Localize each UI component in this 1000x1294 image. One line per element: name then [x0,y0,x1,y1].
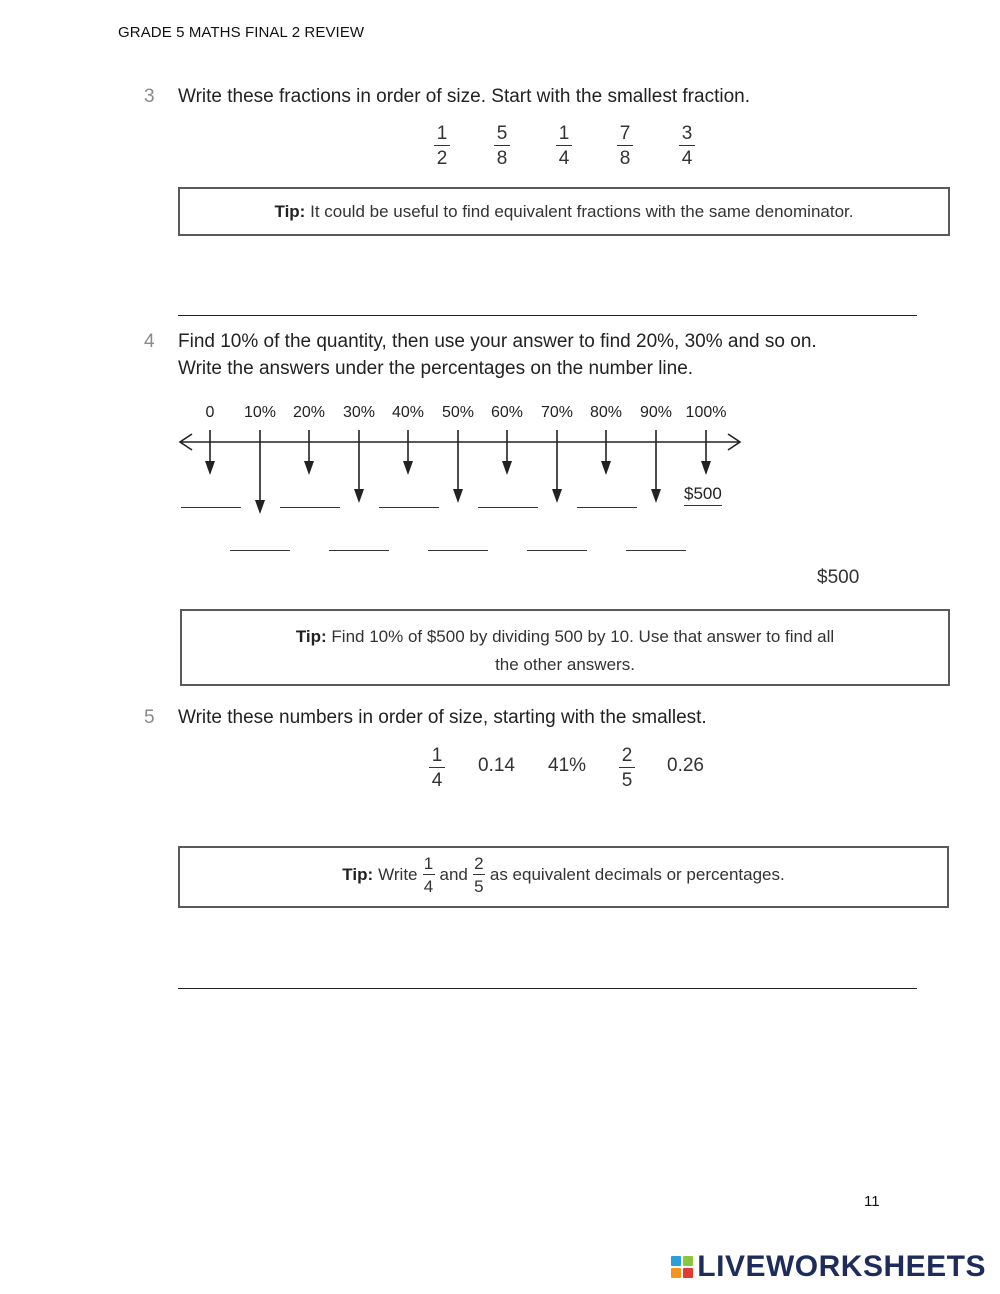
answer-blank-10[interactable] [230,550,290,551]
denominator: 5 [621,770,633,791]
arrow-head-40 [403,461,413,475]
logo-mark-icon [671,1256,693,1278]
question-4-line-2: Write the answers under the percentages on the number line. [178,358,694,379]
answer-blank-30[interactable] [329,550,389,551]
nl-label-30: 30% [342,404,376,421]
q5-decimal-1: 0.14 [478,755,515,776]
logo-text: LIVEWORKSHEETS [697,1250,986,1283]
tip-and: and [439,865,468,884]
answer-blank-50[interactable] [428,550,488,551]
denominator: 4 [558,148,570,169]
tip-fraction-2 [473,855,485,895]
q4-tip-box [180,609,950,686]
denominator: 5 [474,877,484,896]
numerator: 1 [431,745,443,766]
denominator: 4 [681,148,693,169]
numerator: 2 [474,854,484,873]
question-5-number: 5 [144,707,155,728]
denominator: 2 [436,148,448,169]
arrow-head-10 [255,500,265,514]
question-3-text: Write these fractions in order of size. Start with the smallest fraction. [178,86,750,107]
question-3-number: 3 [144,86,155,107]
quantity-label: $500 [817,567,860,588]
answer-blank-70[interactable] [527,550,587,551]
q5-fraction-1 [429,746,445,790]
numerator: 1 [436,123,448,144]
denominator: 8 [496,148,508,169]
answer-blank-40[interactable] [379,507,439,508]
numerator: 1 [558,123,570,144]
answer-blank-90[interactable] [626,550,686,551]
q5-tip-box [178,846,949,908]
q5-fraction-2 [619,746,635,790]
answer-blank-80[interactable] [577,507,637,508]
q5-decimal-2: 0.26 [667,755,704,776]
tip-text: It could be useful to find equivalent fractions with the same denominator. [310,202,854,221]
arrow-head-50 [453,489,463,503]
nl-label-80: 80% [589,404,623,421]
arrow-head-100 [701,461,711,475]
numerator: 7 [619,123,631,144]
arrow-head-90 [651,489,661,503]
nl-label-10: 10% [243,404,277,421]
tip-line-2: the other answers. [495,655,635,674]
nl-label-0: 0 [205,404,215,421]
page-header: GRADE 5 MATHS FINAL 2 REVIEW [118,24,365,41]
nl-label-60: 60% [490,404,524,421]
nl-label-90: 90% [639,404,673,421]
arrow-head-80 [601,461,611,475]
question-4-number: 4 [144,331,155,352]
numerator: 5 [496,123,508,144]
nl-label-70: 70% [540,404,574,421]
tip-write: Write [378,865,418,884]
denominator: 4 [423,877,434,896]
tip-label: Tip: [274,202,306,221]
end-value-500: $500 [684,484,722,506]
question-5-text: Write these numbers in order of size, starting with the smallest. [178,707,707,728]
page-number: 11 [864,1193,880,1210]
nl-label-50: 50% [441,404,475,421]
numerator: 1 [423,854,434,873]
arrow-head-70 [552,489,562,503]
numerator: 2 [621,745,633,766]
tip-rest: as equivalent decimals or percentages. [489,865,785,884]
q5-percent-1: 41% [548,755,587,776]
denominator: 4 [431,770,443,791]
denominator: 8 [619,148,631,169]
q5-answer-line[interactable] [178,988,917,989]
question-4-line-1: Find 10% of the quantity, then use your answer to find 20%, 30% and so on. [178,331,817,352]
tip-label: Tip: [342,865,374,884]
answer-blank-20[interactable] [280,507,340,508]
nl-label-20: 20% [292,404,326,421]
answer-blank-60[interactable] [478,507,538,508]
arrow-head-20 [304,461,314,475]
arrow-head-30 [354,489,364,503]
answer-blank-0[interactable] [181,507,241,508]
liveworksheets-logo[interactable] [671,1250,986,1284]
arrow-head-60 [502,461,512,475]
tip-label: Tip: [295,627,327,646]
nl-label-100: 100% [685,404,727,421]
tip-fraction-1 [423,855,435,895]
numerator: 3 [681,123,693,144]
arrow-head-0 [205,461,215,475]
nl-label-40: 40% [391,404,425,421]
tip-line-1: Find 10% of $500 by dividing 500 by 10. Use that answer to find all [331,627,835,646]
number-line [0,0,1000,600]
